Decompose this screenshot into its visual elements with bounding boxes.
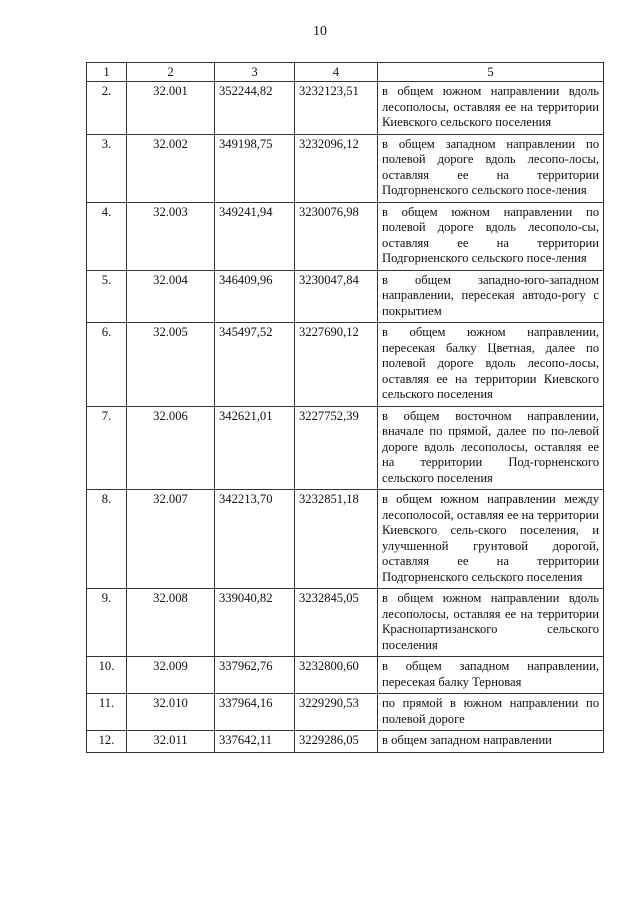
boundary-description: в общем южном направлении вдоль лесополосы, оставляя ее на территории Киевского сельского поселения [378,82,604,135]
point-id: 32.004 [127,270,215,323]
row-number: 8. [87,490,127,589]
coordinate-x: 337964,16 [215,694,295,731]
coordinate-x: 342213,70 [215,490,295,589]
boundary-description: в общем восточном направлении, вначале по прямой, далее по по-левой дороге вдоль лесополосы, оставляя ее на территории Под-горненского сельского поселения [378,406,604,490]
coordinate-y: 3230047,84 [295,270,378,323]
table-row [87,323,604,407]
point-id: 32.001 [127,82,215,135]
coordinate-x: 352244,82 [215,82,295,135]
boundary-description: в общем южном направлении вдоль лесополосы, оставляя ее на территории Краснопартизанского сельского поселения [378,589,604,657]
boundary-description: в общем западно-юго-западном направлении, пересекая автодо-рогу с покрытием [378,270,604,323]
coordinate-y: 3232123,51 [295,82,378,135]
row-number: 3. [87,134,127,202]
table-row [87,490,604,589]
table-row [87,82,604,135]
row-number: 11. [87,694,127,731]
row-number: 6. [87,323,127,407]
table-row [87,657,604,694]
coordinate-x: 346409,96 [215,270,295,323]
coordinate-y: 3230076,98 [295,202,378,270]
table-row [87,202,604,270]
point-id: 32.002 [127,134,215,202]
boundary-description: в общем западном направлении [378,731,604,753]
row-number: 12. [87,731,127,753]
boundary-description: по прямой в южном направлении по полевой дороге [378,694,604,731]
point-id: 32.009 [127,657,215,694]
column-header: 3 [215,63,295,82]
row-number: 4. [87,202,127,270]
coordinate-x: 349198,75 [215,134,295,202]
boundary-description: в общем южном направлении по полевой дороге вдоль лесополо-сы, оставляя ее на территории Подгорненского сельского посе-ления [378,202,604,270]
row-number: 9. [87,589,127,657]
row-number: 2. [87,82,127,135]
table-header-row [87,63,604,82]
boundary-description: в общем южном направлении, пересекая балку Цветная, далее по полевой дороге вдоль лесопо-лосы, оставляя ее на территории Киевского сельского поселения [378,323,604,407]
coordinate-y: 3227690,12 [295,323,378,407]
page-number: 10 [313,24,327,39]
boundary-table [86,62,604,753]
boundary-description: в общем западном направлении по полевой дороге вдоль лесопо-лосы, оставляя ее на территории Подгорненского сельского посе-ления [378,134,604,202]
coordinate-x: 345497,52 [215,323,295,407]
point-id: 32.005 [127,323,215,407]
table-row [87,731,604,753]
coordinate-y: 3232800,60 [295,657,378,694]
coordinate-y: 3232851,18 [295,490,378,589]
coordinate-y: 3232096,12 [295,134,378,202]
column-header: 5 [378,63,604,82]
table-row [87,270,604,323]
point-id: 32.011 [127,731,215,753]
boundary-description: в общем южном направлении между лесополосой, оставляя ее на территории Киевского сель-ского поселения, и улучшенной грунтовой дорогой, оставляя ее на территории Подгорненского сельского поселения [378,490,604,589]
coordinate-x: 337642,11 [215,731,295,753]
point-id: 32.010 [127,694,215,731]
point-id: 32.003 [127,202,215,270]
coordinate-y: 3227752,39 [295,406,378,490]
column-header: 1 [87,63,127,82]
column-header: 4 [295,63,378,82]
row-number: 10. [87,657,127,694]
coordinate-x: 339040,82 [215,589,295,657]
table-row [87,134,604,202]
coordinate-y: 3232845,05 [295,589,378,657]
coordinate-y: 3229286,05 [295,731,378,753]
table-row [87,406,604,490]
point-id: 32.007 [127,490,215,589]
coordinate-x: 349241,94 [215,202,295,270]
row-number: 5. [87,270,127,323]
point-id: 32.006 [127,406,215,490]
boundary-description: в общем западном направлении, пересекая балку Терновая [378,657,604,694]
row-number: 7. [87,406,127,490]
point-id: 32.008 [127,589,215,657]
table-row [87,694,604,731]
table-row [87,589,604,657]
coordinate-y: 3229290,53 [295,694,378,731]
coordinate-x: 337962,76 [215,657,295,694]
coordinate-x: 342621,01 [215,406,295,490]
column-header: 2 [127,63,215,82]
